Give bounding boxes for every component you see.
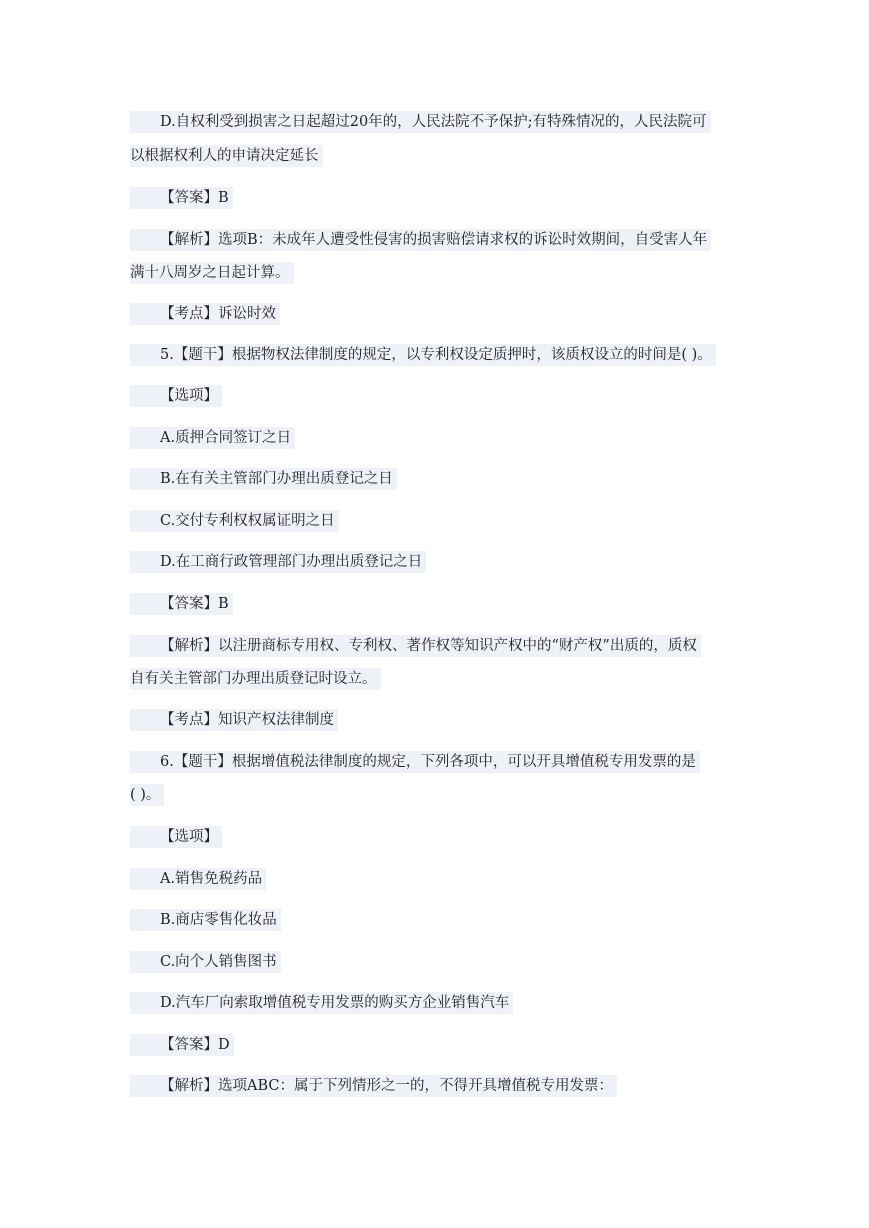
q5-analysis-line1: 【解析】以注册商标专用权、专利权、著作权等知识产权中的“财产权”出质的，质权 — [130, 635, 701, 657]
q4-option-d-line1: D.自权利受到损害之日起超过20年的，人民法院不予保护;有特殊情况的，人民法院可 — [130, 111, 711, 133]
q5-option-d: D.在工商行政管理部门办理出质登记之日 — [130, 551, 426, 573]
q4-answer: 【答案】B — [130, 187, 233, 209]
q5-stem: 5.【题干】根据物权法律制度的规定，以专利权设定质押时，该质权设立的时间是( )。 — [130, 344, 716, 366]
q6-stem-line2: ( )。 — [130, 784, 164, 806]
q5-option-a: A.质押合同签订之日 — [130, 427, 295, 449]
q6-stem-line1: 6.【题干】根据增值税法律制度的规定，下列各项中，可以开具增值税专用发票的是 — [130, 751, 700, 773]
q6-option-a: A.销售免税药品 — [130, 868, 266, 890]
q6-option-b: B.商店零售化妆品 — [130, 909, 281, 931]
q4-analysis-line1: 【解析】选项B：未成年人遭受性侵害的损害赔偿请求权的诉讼时效期间，自受害人年 — [130, 229, 711, 251]
q6-analysis-line1: 【解析】选项ABC：属于下列情形之一的，不得开具增值税专用发票： — [130, 1075, 617, 1097]
q6-answer: 【答案】D — [130, 1034, 234, 1056]
q5-option-c: C.交付专利权权属证明之日 — [130, 510, 339, 532]
q5-analysis-line2: 自有关主管部门办理出质登记时设立。 — [130, 668, 381, 690]
q5-answer: 【答案】B — [130, 593, 233, 615]
q4-option-d-line2: 以根据权利人的申请决定延长 — [130, 145, 323, 167]
q5-options-heading: 【选项】 — [130, 385, 222, 407]
q4-analysis-line2: 满十八周岁之日起计算。 — [130, 262, 294, 284]
q6-option-c: C.向个人销售图书 — [130, 951, 281, 973]
q5-keypoint: 【考点】知识产权法律制度 — [130, 709, 338, 731]
q5-option-b: B.在有关主管部门办理出质登记之日 — [130, 468, 397, 490]
q4-keypoint: 【考点】诉讼时效 — [130, 303, 280, 325]
q6-option-d: D.汽车厂向索取增值税专用发票的购买方企业销售汽车 — [130, 992, 513, 1014]
q6-options-heading: 【选项】 — [130, 826, 222, 848]
